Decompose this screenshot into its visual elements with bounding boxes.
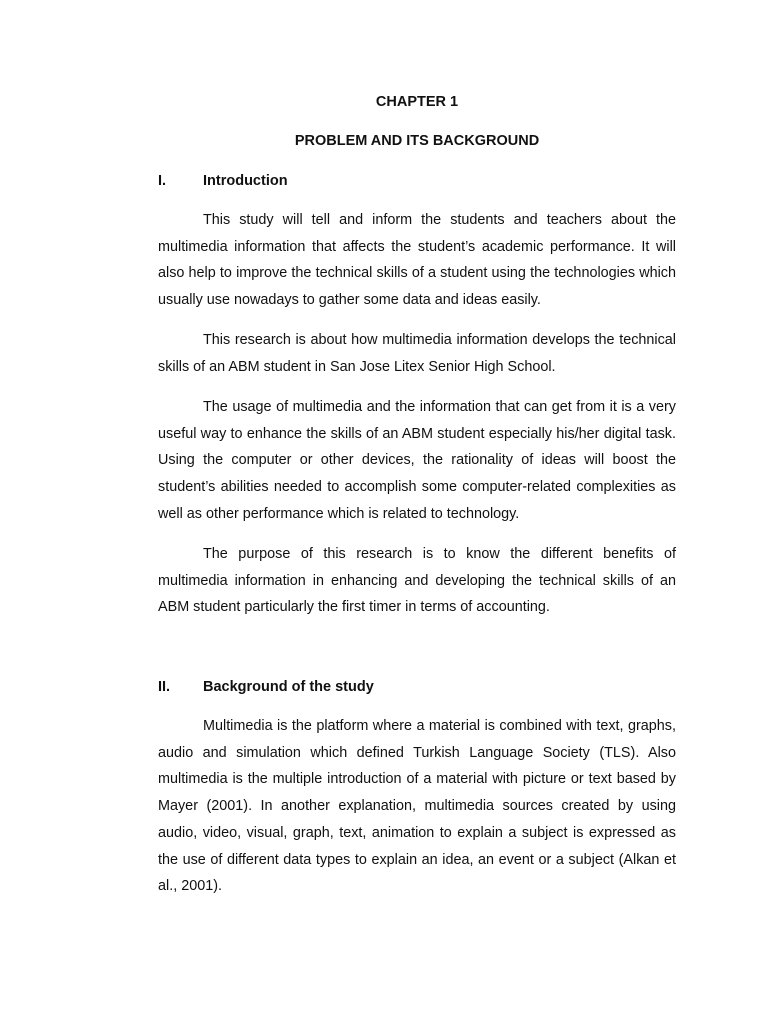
paragraph: The usage of multimedia and the information that can get from it is a very useful way to enhance the skills of an ABM student especially his/her digital task. Using the computer or other devices, the rationality of ideas will boost the student’s abilities needed to accomplish some computer-related complexities as well as other performance which is related to technology. [158, 399, 676, 522]
section-number: I. [158, 173, 167, 189]
section-heading-introduction [158, 172, 676, 190]
chapter-title: CHAPTER 1 [375, 94, 459, 110]
chapter-subtitle: PROBLEM AND ITS BACKGROUND [294, 133, 540, 149]
section-title: Background of the study [203, 679, 374, 695]
section-number: II. [158, 679, 171, 695]
paragraph: This research is about how multimedia information develops the technical skills of an ABM student in San Jose Litex Senior High School. [158, 332, 676, 375]
paragraph: This study will tell and inform the students and teachers about the multimedia information that affects the student’s academic performance. It will also help to improve the technical skills of a student using the technologies which usually use nowadays to gather some data and ideas easily. [158, 212, 676, 309]
paragraph: The purpose of this research is to know the different benefits of multimedia information in enhancing and developing the technical skills of an ABM student particularly the first timer in terms of accounting. [158, 546, 676, 616]
section-title: Introduction [203, 173, 288, 189]
paragraph: Multimedia is the platform where a material is combined with text, graphs, audio and simulation which defined Turkish Language Society (TLS). Also multimedia is the multiple introduction of a material with picture or text based by Mayer (2001). In another explanation, multimedia sources created by using audio, video, visual, graph, text, animation to explain a subject is expressed as the use of different data types to explain an idea, an event or a subject (Alkan et al., 2001). [158, 718, 676, 895]
section-heading-background [158, 678, 676, 696]
